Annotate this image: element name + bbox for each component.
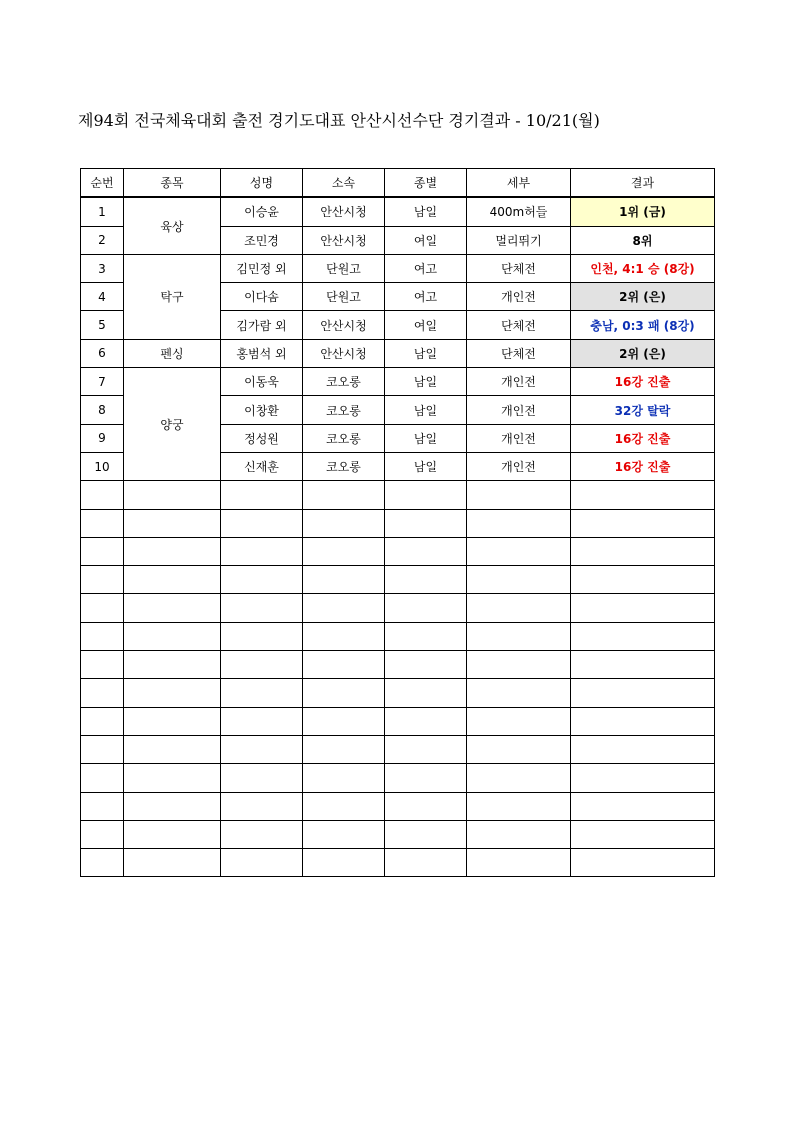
empty-row [81, 481, 715, 509]
row-no: 1 [81, 197, 124, 226]
empty-row [81, 651, 715, 679]
empty-row [81, 735, 715, 763]
event-detail: 단체전 [467, 254, 571, 282]
affiliation: 안산시청 [303, 339, 385, 367]
event-detail: 개인전 [467, 368, 571, 396]
document-title: 제94회 전국체육대회 출전 경기도대표 안산시선수단 경기결과 - 10/21(월) [78, 111, 600, 130]
empty-row [81, 622, 715, 650]
sport-cell-fencing: 펜싱 [124, 339, 221, 367]
athlete-name: 정성원 [221, 424, 303, 452]
row-no: 6 [81, 339, 124, 367]
empty-row [81, 679, 715, 707]
empty-row [81, 537, 715, 565]
sport-cell-table-tennis: 탁구 [124, 254, 221, 339]
category: 여고 [385, 254, 467, 282]
athlete-name: 신재훈 [221, 452, 303, 480]
athlete-name: 김가람 외 [221, 311, 303, 339]
empty-row [81, 849, 715, 877]
category: 남일 [385, 197, 467, 226]
result-cell: 인천, 4:1 승 (8강) [571, 254, 715, 282]
header-category: 종별 [385, 169, 467, 198]
row-no: 5 [81, 311, 124, 339]
header-name: 성명 [221, 169, 303, 198]
empty-row [81, 594, 715, 622]
row-no: 10 [81, 452, 124, 480]
athlete-name: 이승윤 [221, 197, 303, 226]
table-row [81, 197, 715, 226]
empty-row [81, 707, 715, 735]
event-detail: 개인전 [467, 452, 571, 480]
header-result: 결과 [571, 169, 715, 198]
athlete-name: 이동욱 [221, 368, 303, 396]
event-detail: 개인전 [467, 283, 571, 311]
result-cell: 충남, 0:3 패 (8강) [571, 311, 715, 339]
result-cell: 2위 (은) [571, 283, 715, 311]
category: 남일 [385, 452, 467, 480]
sport-cell-athletics: 육상 [124, 197, 221, 254]
result-cell: 16강 진출 [571, 368, 715, 396]
event-detail: 단체전 [467, 311, 571, 339]
row-no: 2 [81, 226, 124, 254]
sport-cell-archery: 양궁 [124, 368, 221, 481]
row-no: 8 [81, 396, 124, 424]
affiliation: 코오롱 [303, 452, 385, 480]
header-affiliation: 소속 [303, 169, 385, 198]
row-no: 7 [81, 368, 124, 396]
affiliation: 단원고 [303, 254, 385, 282]
result-cell: 8위 [571, 226, 715, 254]
category: 남일 [385, 424, 467, 452]
empty-row [81, 764, 715, 792]
event-detail: 멀리뛰기 [467, 226, 571, 254]
athlete-name: 김민정 외 [221, 254, 303, 282]
result-cell: 32강 탈락 [571, 396, 715, 424]
empty-row [81, 792, 715, 820]
table-row [81, 254, 715, 282]
athlete-name: 이창환 [221, 396, 303, 424]
affiliation: 안산시청 [303, 197, 385, 226]
empty-row [81, 509, 715, 537]
event-detail: 400m허들 [467, 197, 571, 226]
affiliation: 코오롱 [303, 424, 385, 452]
empty-row [81, 566, 715, 594]
category: 남일 [385, 368, 467, 396]
header-no: 순번 [81, 169, 124, 198]
header-event: 세부 [467, 169, 571, 198]
affiliation: 코오롱 [303, 368, 385, 396]
empty-row [81, 820, 715, 848]
row-no: 9 [81, 424, 124, 452]
results-table [80, 168, 715, 877]
table-header-row [81, 169, 715, 198]
event-detail: 단체전 [467, 339, 571, 367]
affiliation: 단원고 [303, 283, 385, 311]
result-cell: 1위 (금) [571, 197, 715, 226]
result-cell: 16강 진출 [571, 452, 715, 480]
athlete-name: 조민경 [221, 226, 303, 254]
event-detail: 개인전 [467, 424, 571, 452]
result-cell: 2위 (은) [571, 339, 715, 367]
category: 남일 [385, 396, 467, 424]
table-row [81, 339, 715, 367]
affiliation: 코오롱 [303, 396, 385, 424]
category: 남일 [385, 339, 467, 367]
row-no: 4 [81, 283, 124, 311]
row-no: 3 [81, 254, 124, 282]
athlete-name: 이다솜 [221, 283, 303, 311]
event-detail: 개인전 [467, 396, 571, 424]
category: 여고 [385, 283, 467, 311]
category: 여일 [385, 226, 467, 254]
athlete-name: 홍범석 외 [221, 339, 303, 367]
header-sport: 종목 [124, 169, 221, 198]
affiliation: 안산시청 [303, 311, 385, 339]
table-row [81, 368, 715, 396]
affiliation: 안산시청 [303, 226, 385, 254]
category: 여일 [385, 311, 467, 339]
result-cell: 16강 진출 [571, 424, 715, 452]
